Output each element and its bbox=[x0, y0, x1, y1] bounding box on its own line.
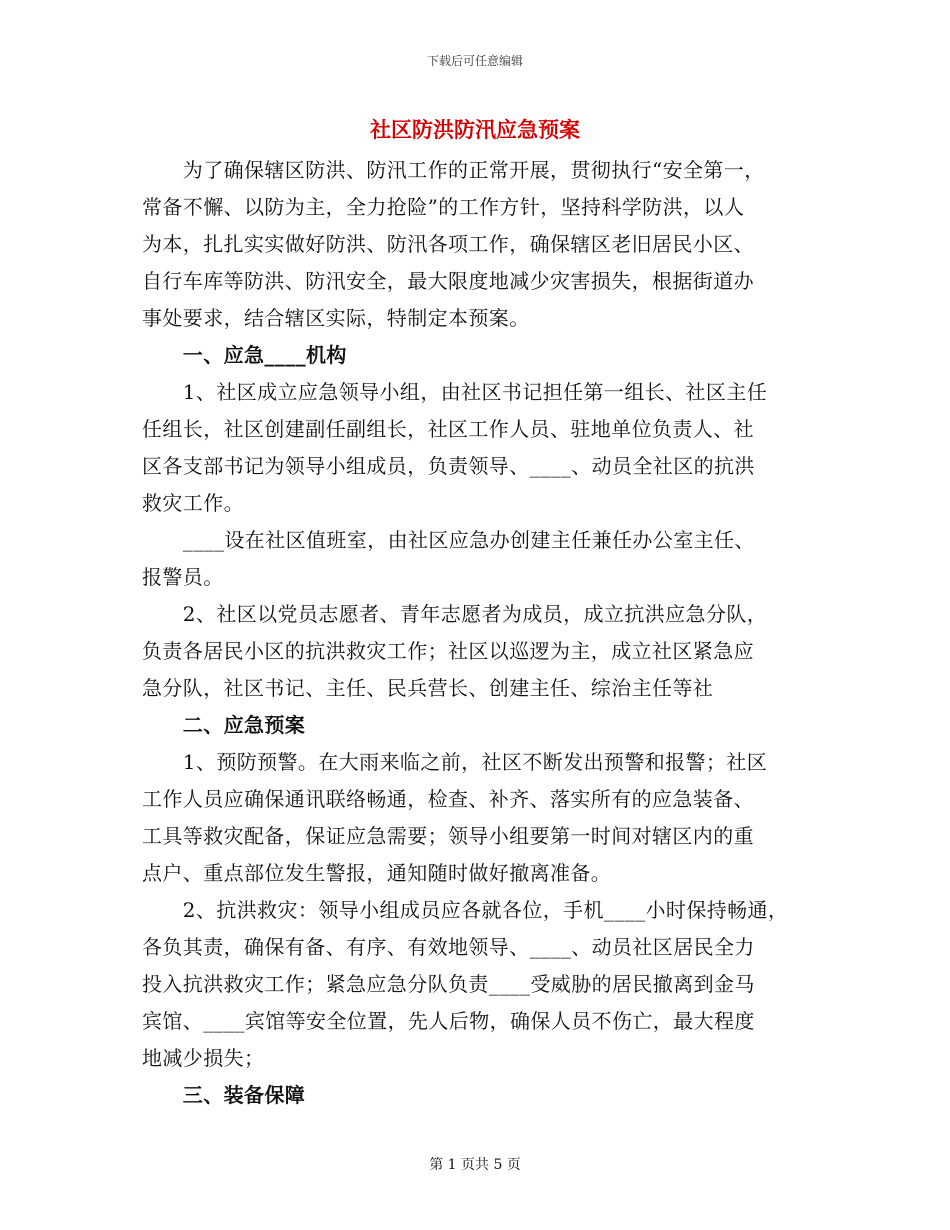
body-line: 报警员。 bbox=[142, 565, 224, 589]
body-line: 2、社区以党员志愿者、青年志愿者为成员，成立抗洪应急分队， bbox=[142, 602, 768, 626]
body-line: 点户、重点部位发生警报，通知随时做好撤离准备。 bbox=[142, 861, 612, 885]
body-line: 投入抗洪救灾工作；紧急应急分队负责____受威胁的居民撤离到金马 bbox=[142, 972, 755, 996]
body-line: 负责各居民小区的抗洪救灾工作；社区以巡逻为主，成立社区紧急应 bbox=[142, 639, 754, 663]
section-heading: 一、应急____机构 bbox=[142, 343, 347, 367]
body-line: 救灾工作。 bbox=[142, 491, 244, 515]
body-line: 1、预防预警。在大雨来临之前，社区不断发出预警和报警；社区 bbox=[142, 750, 768, 774]
body-line: 区各支部书记为领导小组成员，负责领导、____、动员全社区的抗洪 bbox=[142, 454, 755, 478]
page-number-footer: 第 1 页共 5 页 bbox=[429, 1157, 521, 1173]
body-line: 各负其责，确保有备、有序、有效地领导、____、动员社区居民全力 bbox=[142, 935, 755, 959]
body-line: 宾馆、____宾馆等安全位置，先人后物，确保人员不伤亡，最大程度 bbox=[142, 1009, 755, 1033]
section-heading: 二、应急预案 bbox=[142, 713, 306, 737]
body-line: 工作人员应确保通讯联络畅通，检查、补齐、落实所有的应急装备、 bbox=[142, 787, 754, 811]
body-line: 为本，扎扎实实做好防洪、防汛各项工作，确保辖区老旧居民小区、 bbox=[142, 232, 754, 256]
body-line: 任组长，社区创建副任副组长，社区工作人员、驻地单位负责人、社 bbox=[142, 417, 754, 441]
body-line: 常备不懈、以防为主，全力抢险”的工作方针，坚持科学防洪，以人 bbox=[142, 195, 745, 219]
body-line: ____设在社区值班室，由社区应急办创建主任兼任办公室主任、 bbox=[142, 528, 755, 552]
page-header-note: 下载后可任意编辑 bbox=[426, 54, 523, 68]
body-line: 1、社区成立应急领导小组，由社区书记担任第一组长、社区主任 bbox=[142, 380, 768, 404]
body-line: 急分队，社区书记、主任、民兵营长、创建主任、综治主任等社 bbox=[142, 676, 714, 700]
body-line: 工具等救灾配备，保证应急需要；领导小组要第一时间对辖区内的重 bbox=[142, 824, 754, 848]
body-line: 2、抗洪救灾：领导小组成员应各就各位，手机____小时保持畅通， bbox=[142, 898, 789, 922]
section-heading: 三、装备保障 bbox=[142, 1083, 306, 1107]
document-title: 社区防洪防汛应急预案 bbox=[370, 117, 580, 142]
body-line: 地减少损失； bbox=[142, 1046, 265, 1070]
body-line: 为了确保辖区防洪、防汛工作的正常开展，贯彻执行“安全第一， bbox=[142, 158, 765, 182]
body-line: 事处要求，结合辖区实际，特制定本预案。 bbox=[142, 306, 530, 330]
body-line: 自行车库等防洪、防汛安全，最大限度地减少灾害损失，根据街道办 bbox=[142, 269, 754, 293]
